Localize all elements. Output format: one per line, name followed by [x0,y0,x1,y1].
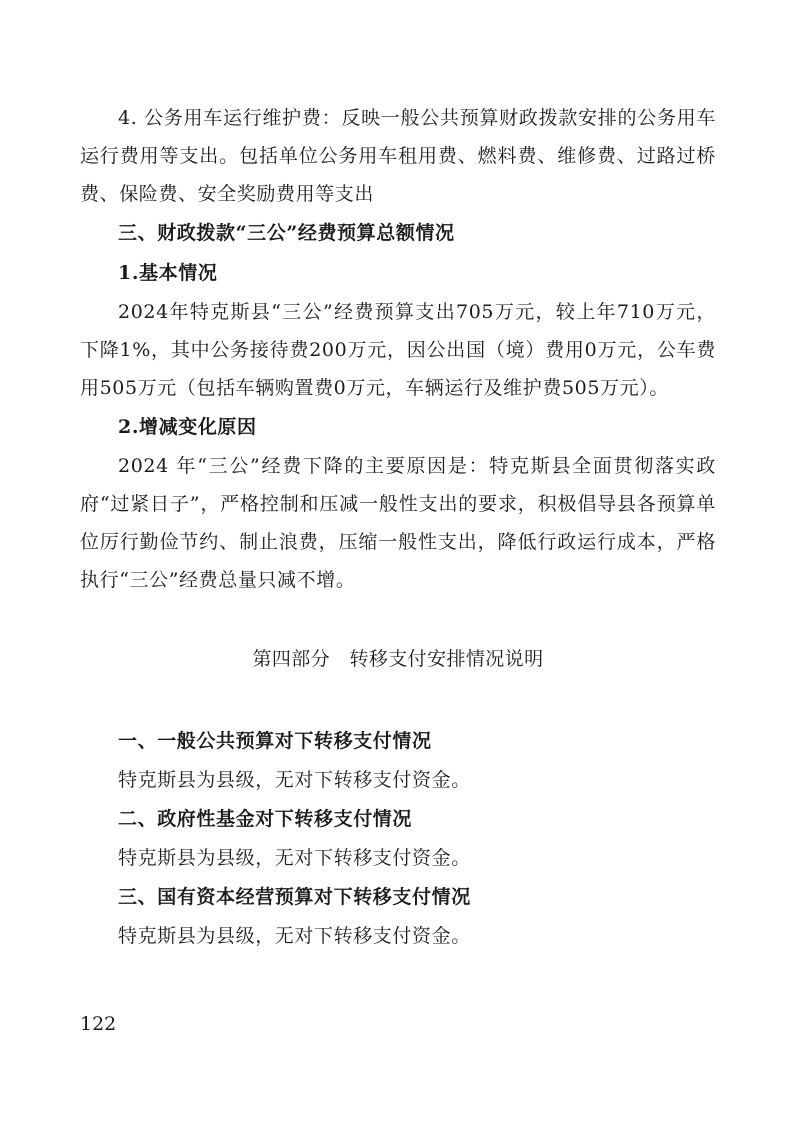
page-number: 122 [80,1013,117,1035]
section-heading-three-public: 三、财政拨款“三公”经费预算总额情况 [118,222,455,244]
spacer [80,599,716,639]
transfer-text-state-capital: 特克斯县为县级，无对下转移支付资金。 [118,925,471,947]
change-reason-paragraph: 2024 年“三公”经费下降的主要原因是：特克斯县全面贯彻落实政府“过紧日子”，严格控制和压减一般性支出的要求，积极倡导县各预算单位厉行勤俭节约、制止浪费，压缩一般性支出，降低行政运行成本，严格执行“三公”经费总量只减不增。 [80,455,716,591]
transfer-heading-general: 一、一般公共预算对下转移支付情况 [118,730,432,752]
transfer-heading-fund: 二、政府性基金对下转移支付情况 [118,808,413,830]
transfer-heading-state-capital: 三、国有资本经营预算对下转移支付情况 [118,886,471,908]
transfer-text-general: 特克斯县为县级，无对下转移支付资金。 [118,769,471,791]
item4-paragraph: 4. 公务用车运行维护费：反映一般公共预算财政拨款安排的公务用车运行费用等支出。包括单位公务用车租用费、燃料费、维修费、过路过桥费、保险费、安全奖励费用等支出 [80,107,716,205]
spacer [80,679,716,721]
sub-heading-change-reason: 2.增减变化原因 [118,416,257,438]
basic-paragraph: 2024年特克斯县“三公”经费预算支出705万元，较上年710万元，下降1%，其中公务接待费200万元，因公出国（境）费用0万元，公车费用505万元（包括车辆购置费0万元，车辆运行及维护费505万元）。 [80,301,716,399]
document-page [80,99,716,955]
part-four-title: 第四部分 转移支付安排情况说明 [252,648,544,670]
sub-heading-basic: 1.基本情况 [118,262,218,284]
transfer-text-fund: 特克斯县为县级，无对下转移支付资金。 [118,847,471,869]
